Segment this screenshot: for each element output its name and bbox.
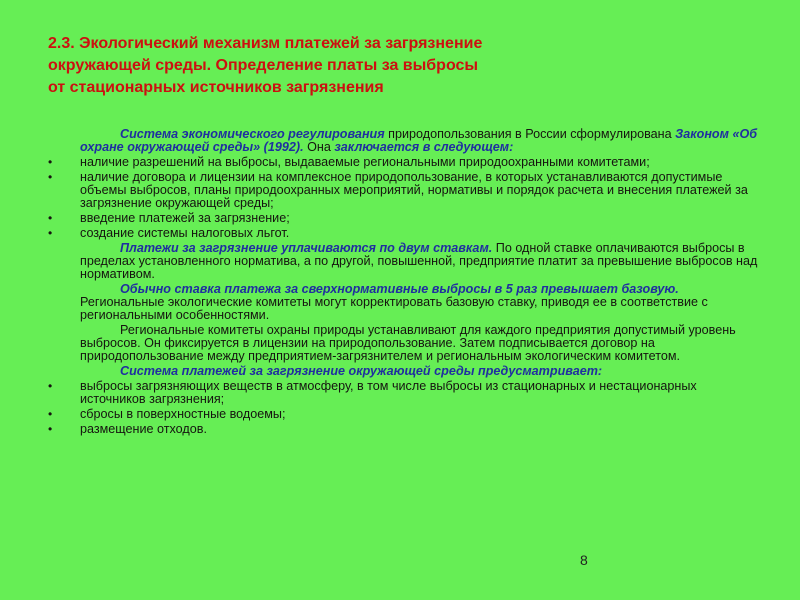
paragraph-text: Региональные комитеты охраны природы устанавливают для каждого предприятия допустимый уровень выбросов. Он фиксируется в лицензии на природопользование. Затем подписывается договор на природопользование между предприятием-загрязнителем и региональным экологическим комитетом. bbox=[80, 323, 736, 363]
page-number: 8 bbox=[580, 552, 588, 568]
emphasized-text: Обычно ставка платежа за сверхнормативные выбросы в 5 раз превышает базовую. bbox=[120, 282, 679, 296]
emphasized-text: Законом «Об охране окружающей среды» (1992). bbox=[80, 127, 758, 154]
paragraph-text: сбросы в поверхностные водоемы; bbox=[80, 407, 286, 421]
paragraph-text: природопользования в России сформулирована bbox=[384, 127, 676, 141]
bullet-item bbox=[80, 156, 760, 169]
bullet-item bbox=[80, 408, 760, 421]
title-line: окружающей среды. Определение платы за выбросы bbox=[48, 57, 479, 74]
paragraph-text: выбросы загрязняющих веществ в атмосферу, в том числе выбросы из стационарных и нестационарных источников загрязнения; bbox=[80, 379, 697, 406]
emphasized-text: заключается в следующем: bbox=[334, 140, 514, 154]
slide-body bbox=[80, 128, 760, 438]
bullet-item bbox=[80, 227, 760, 240]
paragraph-text: наличие разрешений на выбросы, выдаваемые региональными природоохранными комитетами; bbox=[80, 155, 650, 169]
paragraph-text: введение платежей за загрязнение; bbox=[80, 211, 290, 225]
emphasized-text: Система платежей за загрязнение окружающей среды предусматривает: bbox=[120, 364, 603, 378]
body-paragraph bbox=[80, 242, 760, 281]
body-paragraph bbox=[80, 128, 760, 154]
title-line: 2.3. Экологический механизм платежей за загрязнение bbox=[48, 35, 483, 52]
bullet-item bbox=[80, 423, 760, 436]
slide-title bbox=[48, 33, 648, 99]
emphasized-text: Система экономического регулирования bbox=[120, 127, 385, 141]
paragraph-text: наличие договора и лицензии на комплексное природопользование, в которых устанавливаются допустимые объемы выбросов, планы природоохранных мероприятий, нормативы и порядок расчета и внесения платежей за загрязнение окружающей среды; bbox=[80, 170, 748, 210]
paragraph-text: Она bbox=[303, 140, 335, 154]
body-paragraph bbox=[80, 365, 760, 378]
paragraph-text: создание системы налоговых льгот. bbox=[80, 226, 290, 240]
body-paragraph bbox=[80, 283, 760, 322]
paragraph-text: размещение отходов. bbox=[80, 422, 207, 436]
emphasized-text: Платежи за загрязнение уплачиваются по двум ставкам. bbox=[120, 241, 493, 255]
bullet-item bbox=[80, 212, 760, 225]
paragraph-text: Региональные экологические комитеты могут корректировать базовую ставку, приводя ее в соответствие с региональными особенностями. bbox=[80, 295, 708, 322]
paragraph-text: По одной ставке оплачиваются выбросы в пределах установленного норматива, а по другой, повышенной, предприятие платит за превышение выбросов над нормативом. bbox=[80, 241, 758, 281]
bullet-item bbox=[80, 380, 760, 406]
bullet-item bbox=[80, 171, 760, 210]
title-line: от стационарных источников загрязнения bbox=[48, 79, 384, 96]
body-paragraph bbox=[80, 324, 760, 363]
